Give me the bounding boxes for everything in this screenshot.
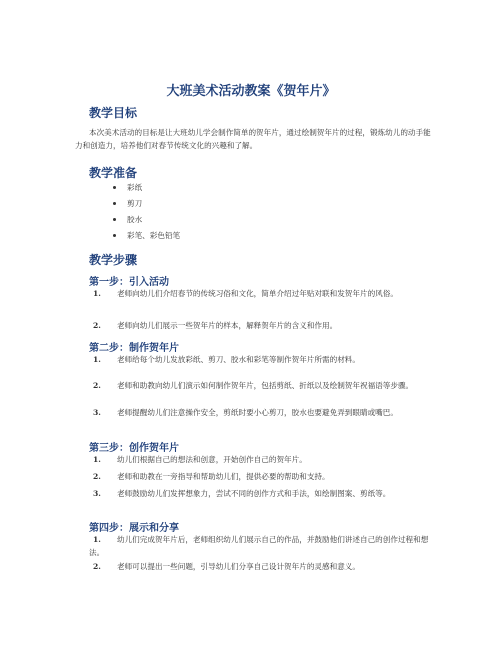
prep-item-label: 彩纸	[127, 183, 143, 192]
item-text: 老师和助教在一旁指导和帮助幼儿们，提供必要的帮助和支持。	[117, 472, 330, 481]
step-list-item	[89, 453, 429, 466]
item-text: 老师提醒幼儿们注意操作安全，剪纸时要小心剪刀，胶水也要避免弄到眼睛或嘴巴。	[117, 408, 398, 417]
step-heading: 第二步：制作贺年片	[89, 343, 179, 354]
item-number: 1.	[93, 289, 101, 298]
step-heading: 第一步：引入活动	[89, 277, 169, 288]
item-number: 2.	[93, 381, 101, 390]
goal-heading: 教学目标	[89, 106, 138, 120]
step-list-item	[89, 353, 429, 366]
bullet-dot-icon	[113, 218, 116, 221]
step-list-item	[89, 406, 429, 419]
item-text: 老师向幼儿们介绍春节的传统习俗和文化，简单介绍过年贴对联和发贺年片的风俗。	[117, 289, 398, 298]
step-heading: 第三步：创作贺年片	[89, 443, 179, 454]
item-text: 老师鼓励幼儿们发挥想象力，尝试不同的创作方式和手法，如绘制图案、剪纸等。	[117, 489, 391, 498]
item-text: 幼儿们根据自己的想法和创意，开始创作自己的贺年片。	[117, 455, 307, 464]
bullet-dot-icon	[113, 234, 116, 237]
item-text: 老师可以提出一些问题，引导幼儿们分享自己设计贺年片的灵感和意义。	[117, 562, 360, 571]
item-number: 2.	[93, 472, 101, 481]
item-number: 3.	[93, 408, 101, 417]
prep-list-item	[113, 198, 142, 210]
bullet-dot-icon	[113, 186, 116, 189]
item-text: 幼儿们完成贺年片后，老师组织幼儿们展示自己的作品，并鼓励他们讲述自己的创作过程和想法。	[89, 535, 429, 557]
item-number: 2.	[93, 562, 101, 571]
step-list-item	[89, 319, 429, 332]
steps-heading: 教学步骤	[89, 253, 138, 267]
prep-list-item	[113, 230, 180, 242]
step-list-item	[89, 487, 429, 500]
step-list-item	[89, 287, 429, 300]
item-number: 2.	[93, 321, 101, 330]
step-list-item	[89, 470, 429, 483]
step-heading: 第四步：展示和分享	[89, 523, 179, 534]
step-list-item	[89, 379, 429, 392]
document-title: 大班美术活动教案《贺年片》	[166, 84, 336, 99]
bullet-dot-icon	[113, 202, 116, 205]
prep-heading: 教学准备	[89, 166, 138, 180]
prep-list-item	[113, 182, 142, 194]
prep-item-label: 剪刀	[127, 199, 143, 208]
prep-list-item	[113, 214, 142, 226]
item-text: 老师向幼儿们展示一些贺年片的样本，解释贺年片的含义和作用。	[117, 321, 338, 330]
step-list-item	[89, 533, 429, 559]
item-number: 1.	[93, 455, 101, 464]
item-number: 3.	[93, 489, 101, 498]
item-number: 1.	[93, 355, 101, 364]
goal-paragraph: 本次美术活动的目标是让大班幼儿学会制作简单的贺年片，通过绘制贺年片的过程，锻炼幼儿的动手能力和创造力，培养他们对春节传统文化的兴趣和了解。	[75, 128, 431, 150]
prep-item-label: 彩笔、彩色铅笔	[127, 231, 181, 240]
item-number: 1.	[93, 535, 101, 544]
item-text: 老师给每个幼儿发放彩纸、剪刀、胶水和彩笔等制作贺年片所需的材料。	[117, 355, 360, 364]
prep-item-label: 胶水	[127, 215, 143, 224]
step-list-item	[89, 560, 429, 573]
item-text: 老师和助教向幼儿们演示如何制作贺年片，包括剪纸、折纸以及绘制贺年祝福语等步骤。	[117, 381, 414, 390]
